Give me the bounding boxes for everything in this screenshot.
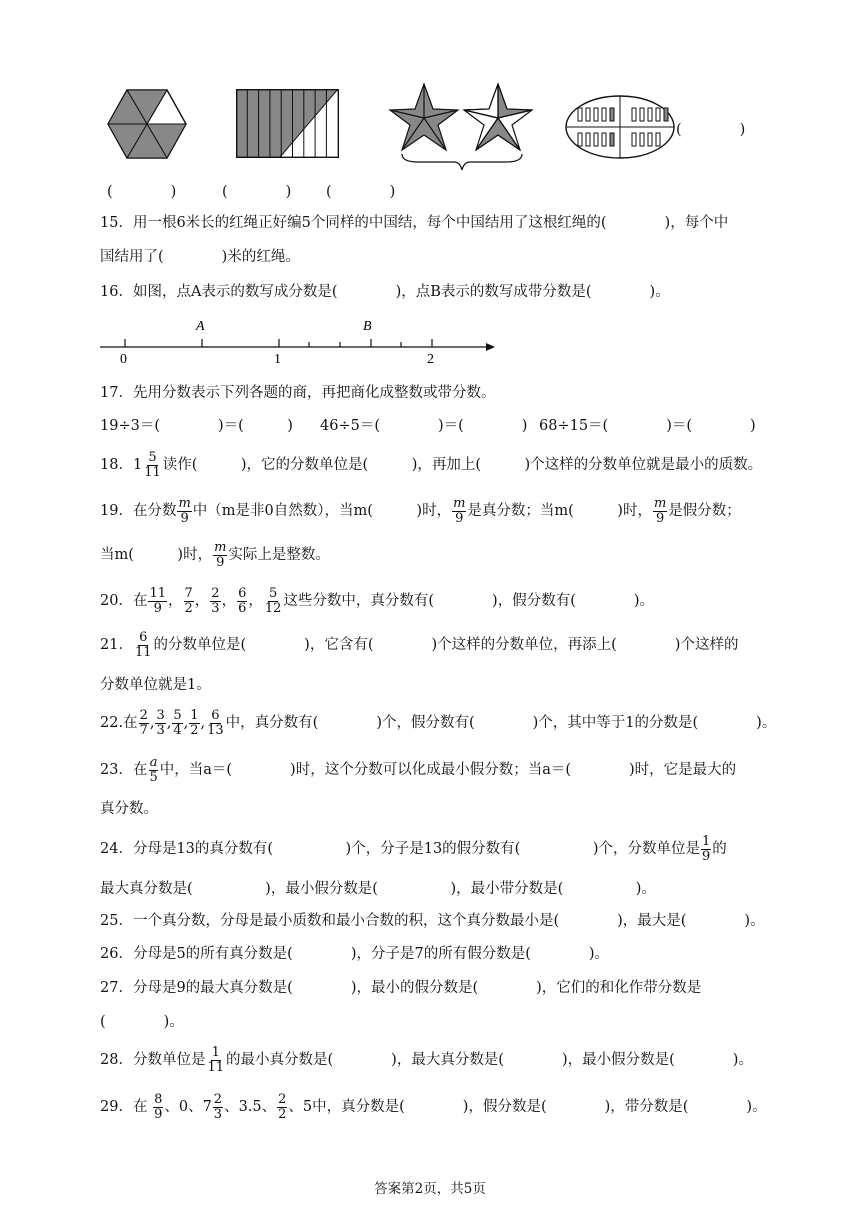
rectangle-strips-figure	[236, 89, 340, 159]
fraction-2-2: $\frac{2}{2}$	[278, 1091, 287, 1122]
number-line	[98, 314, 498, 366]
q24-line1: 24．分母是13的真分数有( )个，分子是13的假分数有( )个，分数单位是 $\frac{1}{9}$ 的	[100, 833, 727, 864]
fraction: $\frac{6}{6}$	[238, 585, 247, 616]
point-b-label: B	[363, 319, 372, 334]
q27-line1: 27．分母是9的最大真分数是( )，最小的假分数是( )，它们的和化作带分数是	[100, 980, 702, 996]
oval-figure	[564, 94, 676, 160]
q18-prefix: 18．1	[100, 457, 143, 473]
q20-line: 20．在 $\frac{11}{9}$ ， $\frac{7}{2}$ ， $\frac{2}{3}$ ， $\frac{6}{6}$ ， $\frac{5}{12}$ 这些分数中，真分数有( )，假分数有( )。	[100, 585, 655, 616]
q18-line	[100, 447, 762, 483]
fraction: $\frac{11}{9}$	[149, 585, 166, 616]
page-footer: 答案第2页，共5页	[374, 1181, 486, 1197]
hexagon-answer-blank: ( )	[107, 184, 177, 200]
q29-line: 29．在 $\frac{8}{9}$ 、0、7 $\frac{2}{3}$ 、3.5、 $\frac{2}{2}$ 、5中，真分数是( )，假分数是( )，带分数是( )。	[100, 1091, 767, 1122]
stars-answer-blank: ( )	[326, 184, 396, 200]
fraction-a-5: $\frac{a}{5}$	[149, 754, 158, 785]
fraction: $\frac{5}{4}$	[173, 707, 182, 738]
fraction-2-3: $\frac{2}{3}$	[213, 1091, 223, 1122]
q28-line: 28．分数单位是 $\frac{1}{11}$ 的最小真分数是( )，最大真分数是( )，最小假分数是( )。	[100, 1044, 753, 1075]
fraction-m-9: $\frac{m}{9}$	[453, 495, 466, 526]
fraction: $\frac{6}{13}$	[207, 707, 224, 738]
fraction: $\frac{7}{2}$	[184, 585, 193, 616]
q25-text: 25．一个真分数，分母是最小质数和最小合数的积，这个真分数最小是( )，最大是( )。	[100, 913, 765, 929]
q23-line1: 23．在 $\frac{a}{5}$ 中，当a＝( )时，这个分数可以化成最小假分数；当a＝( )时，它是最大的	[100, 754, 737, 785]
q17-expr-1: 19÷3＝( )＝( )	[100, 418, 293, 434]
oval-answer-blank: ( )	[676, 122, 746, 138]
q26-text: 26．分母是5的所有真分数是( )，分子是7的所有假分数是( )。	[100, 946, 610, 962]
fraction-1-11: $\frac{1}{11}$	[207, 1044, 224, 1075]
fraction: $\frac{3}{3}$	[156, 707, 165, 738]
fraction: $\frac{2}{3}$	[211, 585, 220, 616]
fraction: $\frac{5}{12}$	[264, 585, 282, 616]
q18-rest: 读作( )，它的分数单位是( )，再加上( )个这样的分数单位就是最小的质数。	[162, 457, 763, 473]
fraction: $\frac{2}{7}$	[139, 707, 148, 738]
q16-text: 16．如图，点A表示的数写成分数是( )，点B表示的数写成带分数是( )。	[100, 284, 670, 300]
two-stars-figure	[388, 80, 538, 172]
fraction-m-9: $\frac{m}{9}$	[214, 539, 227, 570]
q23-line2: 真分数。	[100, 801, 158, 817]
fraction-m-9: $\frac{m}{9}$	[653, 495, 667, 526]
q17-expr-2: 46÷5＝( )＝( )	[320, 418, 528, 434]
q22-line: 22.在 $\frac{2}{7}$ , $\frac{3}{3}$ , $\frac{5}{4}$ , $\frac{1}{2}$ , $\frac{6}{13}$ 中，真分数有( )个，假分数有( )个，其中等于1的分数是( )。	[100, 707, 777, 738]
q15-line2: 国结用了( )米的红绳。	[100, 249, 300, 265]
q27-line2: ( )。	[100, 1014, 184, 1030]
q21-line1: 21． $\frac{6}{11}$ 的分数单位是( )，它含有( )个这样的分数单位，再添上( )个这样的	[100, 629, 739, 660]
point-a-label: A	[196, 319, 205, 334]
fraction-m-9: $\frac{m}{9}$	[178, 495, 191, 526]
q21-line2: 分数单位就是1。	[100, 677, 211, 693]
q19-line2: 当m( )时， $\frac{m}{9}$ 实际上是整数。	[100, 539, 330, 570]
q24-line2: 最大真分数是( )，最小假分数是( )，最小带分数是( )。	[100, 881, 656, 897]
q17-text: 17．先用分数表示下列各题的商，再把商化成整数或带分数。	[100, 385, 496, 401]
fraction-5-11: $\frac{5}{11}$	[144, 449, 161, 480]
tick-label-1: 1	[274, 352, 281, 366]
tick-label-2: 2	[427, 352, 434, 366]
fraction-8-9: $\frac{8}{9}$	[154, 1091, 163, 1122]
fraction: $\frac{1}{2}$	[190, 707, 199, 738]
q17-expr-3: 68÷15＝( )＝( )	[539, 418, 756, 434]
fraction-1-9: $\frac{1}{9}$	[701, 833, 711, 864]
q19-line1: 19．在分数 $\frac{m}{9}$ 中（m是非0自然数），当m( )时， $\frac{m}{9}$ 是真分数；当m( )时， $\frac{m}{9}$ 是假分数；	[100, 495, 741, 526]
fraction-6-11: $\frac{6}{11}$	[134, 629, 152, 660]
q15-line1: 15．用一根6米长的红绳正好编5个同样的中国结，每个中国结用了这根红绳的( )，每个中	[100, 215, 729, 231]
rectangle-answer-blank: ( )	[222, 184, 292, 200]
hexagon-figure	[106, 88, 188, 160]
tick-label-0: 0	[120, 352, 127, 366]
